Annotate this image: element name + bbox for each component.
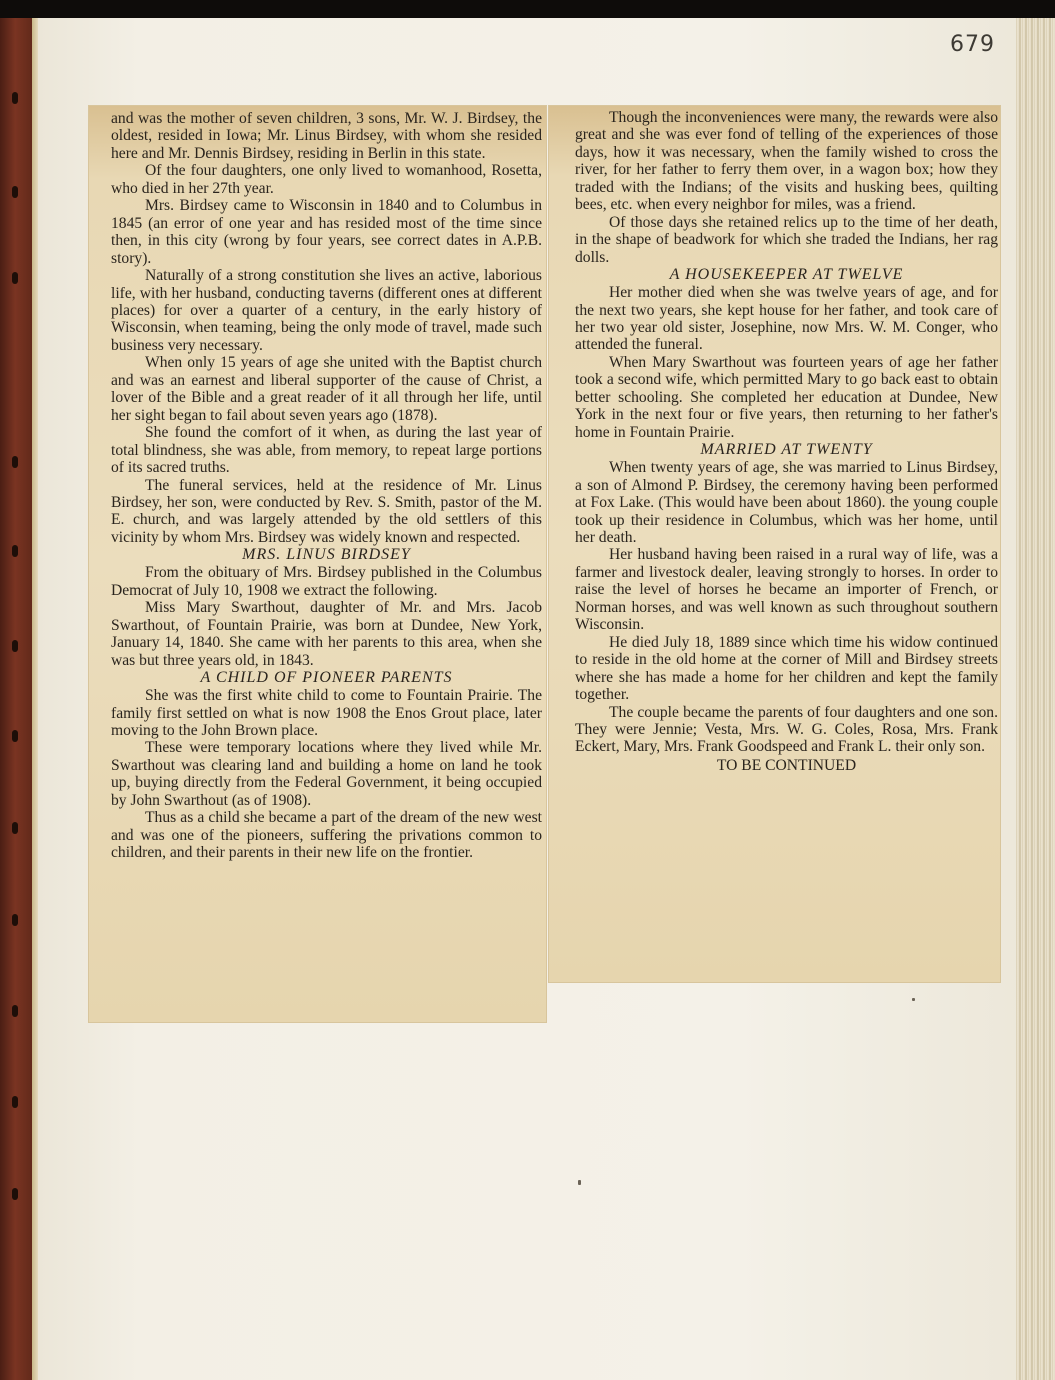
paragraph: When twenty years of age, she was married to Linus Birdsey, a son of Almond P. Birdsey, the ceremony having been performed at Fox Lake. (This would have been about 1860). the young couple took up their residence in Columbus, which was her home, until her death. <box>575 459 998 546</box>
paragraph: Mrs. Birdsey came to Wisconsin in 1840 and to Columbus in 1845 (an error of one year and has resided most of the time since then, in this city (wrong by four years, see correct dates in A.P.B. story). <box>111 197 542 267</box>
binding-hole <box>12 914 18 926</box>
binding-hole <box>12 1188 18 1200</box>
binding-hole <box>12 1005 18 1017</box>
paragraph: Naturally of a strong constitution she lives an active, laborious life, with her husband, conducting taverns (different ones at different places) for over a quarter of a century, in the early history of Wisconsin, when teaming, being the only mode of travel, made such business very necessary. <box>111 267 542 354</box>
binding-hole <box>12 1096 18 1108</box>
paragraph: Of the four daughters, one only lived to womanhood, Rosetta, who died in her 27th year. <box>111 162 542 197</box>
paragraph: and was the mother of seven children, 3 sons, Mr. W. J. Birdsey, the oldest, resided in Iowa; Mr. Linus Birdsey, with whom she resided here and Mr. Dennis Birdsey, residing in Berlin in this state. <box>111 110 542 162</box>
binding-hole <box>12 545 18 557</box>
binding-hole <box>12 92 18 104</box>
paragraph: When Mary Swarthout was fourteen years of age her father took a second wife, which permitted Mary to go back east to obtain better schooling. She completed her education at Dundee, New York in the next four or five years, then returning to her father's home in Fountain Prairie. <box>575 353 998 441</box>
clipping-right <box>549 106 1000 982</box>
section-heading: A HOUSEKEEPER AT TWELVE <box>669 266 904 284</box>
clipping-left <box>89 106 546 1022</box>
binding-hole <box>12 822 18 834</box>
paragraph: The funeral services, held at the residence of Mr. Linus Birdsey, her son, were conducted by Rev. S. Smith, pastor of the M. E. church, and was largely attended by the old settlers of this vicinity by whom Mrs. Birdsey was widely known and respected. <box>111 476 542 546</box>
paragraph: When only 15 years of age she united with the Baptist church and was an earnest and liberal supporter of the cause of Christ, a lover of the Bible and a great reader of it all through her life, until her sight began to fail about seven years ago (1878). <box>111 354 542 424</box>
paper-speck <box>578 1180 581 1185</box>
paragraph: These were temporary locations where they lived while Mr. Swarthout was clearing land and building a home on land he took up, buying directly from the Federal Government, it being occupied by John Swarthout (as of 1908). <box>111 739 542 809</box>
paragraph: Her mother died when she was twelve years of age, and for the next two years, she kept house for her father, and took care of her two year old sister, Josephine, now Mrs. W. M. Conger, who attended the funeral. <box>575 284 998 354</box>
continued-notice: TO BE CONTINUED <box>716 756 857 774</box>
section-heading: MRS. LINUS BIRDSEY <box>242 546 411 564</box>
page-number: 679 <box>950 32 995 57</box>
paragraph: Of those days she retained relics up to the time of her death, in the shape of beadwork for which she traded the Indians, her rag dolls. <box>575 213 998 266</box>
binding-hole <box>12 730 18 742</box>
section-heading: MARRIED AT TWENTY <box>700 441 873 459</box>
binding-hole <box>12 640 18 652</box>
paragraph: She found the comfort of it when, as during the last year of total blindness, she was able, from memory, to repeat large portions of its sacred truths. <box>111 424 542 477</box>
paragraph: Miss Mary Swarthout, daughter of Mr. and Mrs. Jacob Swarthout, of Fountain Prairie, was born at Dundee, New York, January 14, 1840. She came with her parents to this area, when she was but three years old, in 1843. <box>111 599 542 669</box>
paragraph: Though the inconveniences were many, the rewards were also great and she was ever fond of telling of the experiences of those days, how it was necessary, when the family wished to cross the river, for her father to ferry them over, in a wagon box; how they traded with the Indians; of the visits and husking bees, quilting bees, etc. when every neighbor for miles, was a friend. <box>575 109 998 214</box>
paragraph: The couple became the parents of four daughters and one son. They were Jennie; Vesta, Mrs. W. G. Coles, Rosa, Mrs. Frank Eckert, Mary, Mrs. Frank Goodspeed and Frank L. their only son. <box>575 703 998 756</box>
binding-hole <box>12 272 18 284</box>
binding-hole <box>12 186 18 198</box>
section-heading: A CHILD OF PIONEER PARENTS <box>200 669 453 687</box>
paragraph: He died July 18, 1889 since which time his widow continued to reside in the old home at the corner of Mill and Birdsey streets where she has made a home for her children and kept the family together. <box>575 633 998 704</box>
binding-hole <box>12 456 18 468</box>
paper-speck <box>912 998 915 1001</box>
paragraph: Her husband having been raised in a rural way of life, was a farmer and livestock dealer, leaving strongly to horses. In order to raise the level of horses he became an importer of French, or Norman horses, and was well known as such throughout southern Wisconsin. <box>575 546 998 634</box>
page-edges <box>1016 18 1055 1380</box>
paragraph: From the obituary of Mrs. Birdsey published in the Columbus Democrat of July 10, 1908 we extract the following. <box>111 564 542 599</box>
top-shadow <box>0 0 1055 18</box>
paragraph: Thus as a child she became a part of the dream of the new west and was one of the pioneers, suffering the privations common to children, and their parents in their new life on the frontier. <box>111 809 542 862</box>
paragraph: She was the first white child to come to Fountain Prairie. The family first settled on what is now 1908 the Enos Grout place, later moving to the John Brown place. <box>111 687 542 739</box>
